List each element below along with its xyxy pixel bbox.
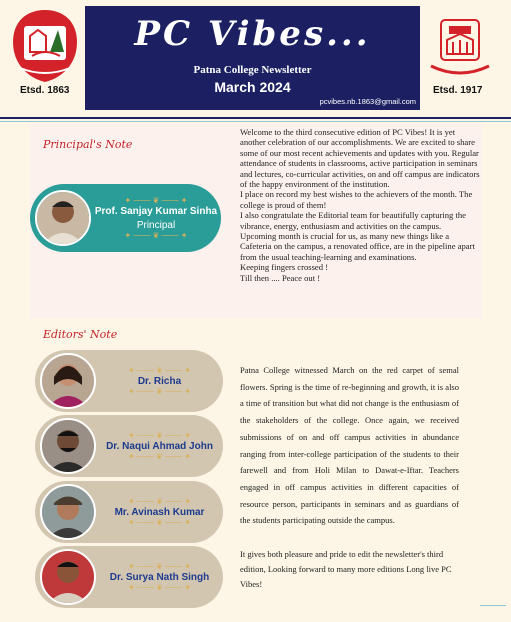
- editor-avatar: [40, 353, 96, 409]
- editor-avatar: [40, 549, 96, 605]
- editors-note-text: Patna College witnessed March on the red carpet of semal flowers. Spring is the time of re-beginning and growth, it is also a time of transition but what did not change is the enthusiasm of the stakeholders of the college. Once again, we received submissions of on and off campus activities in abundance ranging from inter-college participation of the students to their farewell and from Holi Milan to Dawat-e-Iftar. Teachers engaged in off campus activities in different capacities of resource person, participants in seminars and as guardians of the students participating outside the campus.: [240, 365, 459, 526]
- principal-note-heading: Principal's Note: [43, 138, 133, 151]
- ornament-top-icon: ✦ ─── ❦ ─── ✦: [127, 496, 191, 506]
- ornament-bottom-icon: ✦ ─── ❦ ─── ✦: [127, 451, 191, 461]
- principal-paragraph: Till then .... Peace out !: [240, 272, 321, 283]
- patna-college-crest-icon: [10, 8, 80, 84]
- editors-note-closing: It gives both pleasure and pride to edit the newsletter's third edition, Looking forward to many more editions Long live PC Vibes!: [240, 549, 452, 589]
- principal-paragraph: Upcoming month is crucial for us, as many new things like a Cafeteria on the campus, a renovated office, are in the pipeline apart from the usual teaching-learning and examinations.: [240, 231, 475, 262]
- principal-name: Prof. Sanjay Kumar Sinha: [94, 205, 218, 217]
- ornament-top-icon: ✦ ─── ❦ ─── ✦: [127, 561, 191, 571]
- ornament-top-icon: ✦ ─── ❦ ─── ✦: [127, 430, 191, 440]
- ornament-bottom-icon: ✦ ─── ❦ ─── ✦: [127, 582, 191, 592]
- principal-note-text: [240, 127, 480, 283]
- newsletter-subtitle: Patna College Newsletter: [193, 64, 312, 76]
- ornament-bottom-icon: ✦ ─── ❦ ─── ✦: [127, 386, 191, 396]
- editor-name: Dr. Richa: [137, 375, 182, 387]
- editor-card: [35, 415, 223, 477]
- ornament-bottom-icon: ✦ ─── ❦ ─── ✦: [124, 230, 188, 240]
- established-left-label: Etsd. 1863: [20, 85, 70, 96]
- newsletter-banner: [85, 6, 420, 110]
- ornament-bottom-icon: ✦ ─── ❦ ─── ✦: [127, 517, 191, 527]
- editor-card: [35, 350, 223, 412]
- newsletter-title: PC Vibes...: [134, 14, 371, 54]
- editors-note-heading: Editors' Note: [43, 328, 118, 341]
- contact-email[interactable]: pcvibes.nb.1863@gmail.com: [319, 97, 416, 106]
- principal-role: Principal: [136, 219, 176, 231]
- ornament-top-icon: ✦ ─── ❦ ─── ✦: [127, 365, 191, 375]
- principal-paragraph: I place on record my best wishes to the achievers of the month. The college is proud of them!: [240, 189, 473, 210]
- editor-avatar: [40, 484, 96, 540]
- principal-paragraph: Keeping fingers crossed !: [240, 262, 329, 273]
- principal-card: [30, 184, 221, 252]
- editor-name: Dr. Naqui Ahmad John: [106, 440, 213, 452]
- footer-accent-line: [480, 605, 506, 606]
- editor-card: [35, 481, 223, 543]
- university-crest-icon: [427, 14, 493, 80]
- editor-name: Dr. Surya Nath Singh: [109, 571, 210, 583]
- issue-month: March 2024: [214, 79, 291, 95]
- principal-paragraph: I also congratulate the Editorial team for beautifully capturing the vibrance, energy, enthusiasm and activities on the campus.: [240, 210, 466, 231]
- principal-paragraph: Welcome to the third consecutive edition of PC Vibes! It is yet another celebration of our accomplishments. We are excited to share some of our most recent achievements and updates with you. Regular attendance of students in classrooms, active participation in seminars and lectures, co-curricular activities, on and off campus are indicators of the happy environment of the institution.: [240, 127, 480, 190]
- principal-avatar: [35, 190, 91, 246]
- ornament-top-icon: ✦ ─── ❦ ─── ✦: [124, 195, 188, 205]
- header-divider: [0, 117, 511, 119]
- editor-name: Mr. Avinash Kumar: [114, 506, 205, 518]
- editor-avatar: [40, 418, 96, 474]
- header-divider-accent: [0, 121, 511, 122]
- established-right-label: Etsd. 1917: [433, 85, 483, 96]
- editor-card: [35, 546, 223, 608]
